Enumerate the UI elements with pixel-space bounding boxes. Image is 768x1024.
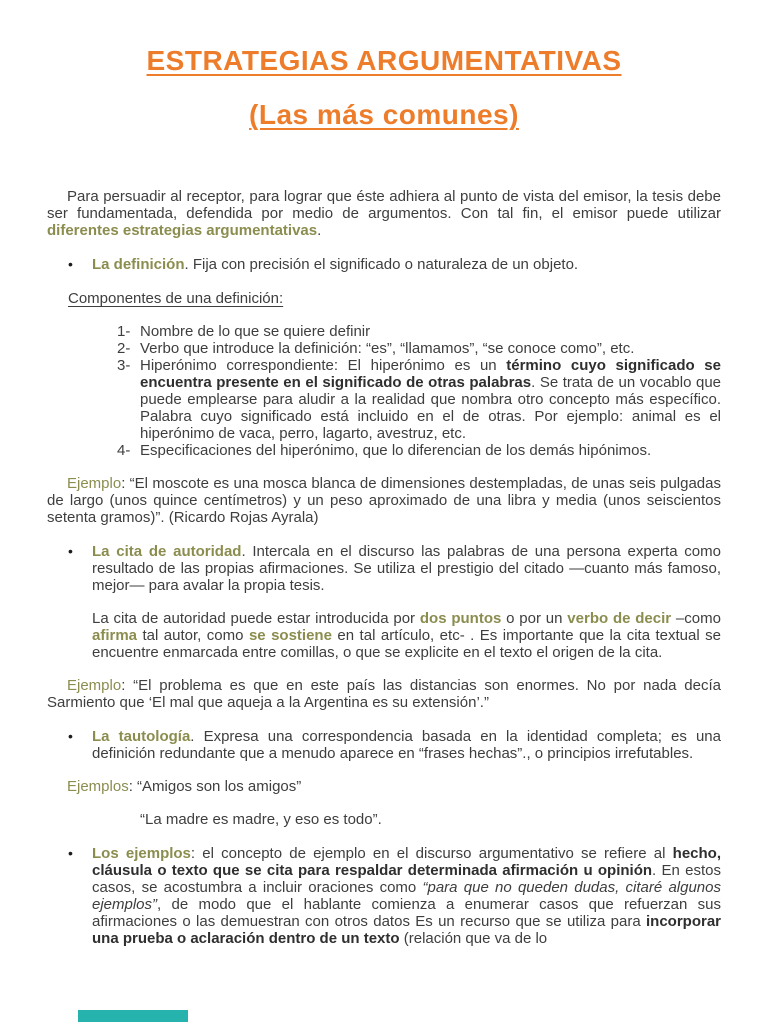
- list-item-text: La tautología. Expresa una correspondencia basada en la identidad completa; es una definición redundante que a menudo aparece en “frases hechas”., o principios irrefutables.: [92, 728, 721, 762]
- item-number: 3-: [117, 357, 131, 374]
- numbered-item-text: Hiperónimo correspondiente: El hiperónimo es un término cuyo significado se encuentra presente en el significado de otras palabras. Se trata de un vocablo que puede emplearse para aludir a la realidad que nombra otro concepto más específico. Palabra cuyo significado está incluido en el de otras. Por ejemplo: animal es el hiperónimo de vaca, perro, lagarto, avestruz, etc.: [140, 357, 721, 442]
- numbered-item: [117, 340, 721, 357]
- numbered-item-text: Nombre de lo que se quiere definir: [140, 323, 371, 340]
- numbered-list: [47, 323, 721, 459]
- numbered-item: [117, 442, 721, 459]
- page-subtitle: (Las más comunes): [249, 99, 519, 130]
- list-item-text: Los ejemplos: el concepto de ejemplo en el discurso argumentativo se refiere al hecho, cláusula o texto que se cita para respaldar determinada afirmación u opinión. En estos casos, se acostumbra a incluir oraciones como “para que no queden dudas, citaré algunos ejemplos”, de modo que el hablante comienza a enumerar casos que refuerzan sus afirmaciones o las demuestran con otros datos Es un recurso que se utiliza para incorporar una prueba o aclaración dentro de un texto (relación que va de lo: [92, 845, 722, 947]
- progress-bar: [78, 1010, 188, 1022]
- numbered-item-text: Verbo que introduce la definición: “es”, “llamamos”, “se conoce como”, etc.: [140, 340, 635, 357]
- list-item-text: La cita de autoridad. Intercala en el discurso las palabras de una persona experta como resultado de las propias afirmaciones. Se utiliza el prestigio del citado —cuanto más famoso, mejor— para avalar la propia tesis.: [92, 543, 721, 594]
- item-number: 4-: [117, 442, 131, 459]
- list-item-los-ejemplos: [68, 845, 722, 947]
- numbered-item: [117, 323, 721, 340]
- bullet-icon: •: [68, 256, 73, 272]
- list-item-definicion: [68, 256, 721, 273]
- item-number: 1-: [117, 323, 131, 340]
- cita-continuation-paragraph: La cita de autoridad puede estar introducida por dos puntos o por un verbo de decir –como afirma tal autor, como se sostiene en tal artículo, etc- . Es importante que la cita textual se encuentre enmarcada entre comillas, o que se explicite en el texto el origen de la cita.: [92, 610, 721, 661]
- bullet-icon: •: [68, 728, 73, 744]
- example-paragraph-moscote: Ejemplo: “El moscote es una mosca blanca de dimensiones destempladas, de unas seis pulgadas de largo (unos quince centímetros) y un peso aproximado de una libra y media (unos seiscientos setenta gramos)”. (Ricardo Rojas Ayrala): [47, 475, 721, 526]
- intro-paragraph: Para persuadir al receptor, para lograr que éste adhiera al punto de vista del emisor, la tesis debe ser fundamentada, defendida por medio de argumentos. Con tal fin, el emisor puede utilizar diferentes estrategias argumentativas.: [47, 188, 721, 239]
- quote-line-madre: “La madre es madre, y eso es todo”.: [140, 811, 382, 828]
- item-number: 2-: [117, 340, 131, 357]
- numbered-item-text: Especificaciones del hiperónimo, que lo diferencian de los demás hipónimos.: [140, 442, 652, 459]
- numbered-item: [117, 357, 721, 442]
- list-item-tautologia: [68, 728, 721, 762]
- example-paragraph-sarmiento: Ejemplo: “El problema es que en este país las distancias son enormes. No por nada decía Sarmiento que ‘El mal que aqueja a la Argentina es su extensión’.”: [47, 677, 721, 711]
- examples-label-line: Ejemplos: “Amigos son los amigos”: [67, 778, 302, 795]
- page-title: ESTRATEGIAS ARGUMENTATIVAS: [146, 45, 622, 76]
- bullet-icon: •: [68, 543, 73, 559]
- section-heading-componentes: Componentes de una definición:: [68, 290, 284, 307]
- list-item-text: La definición. Fija con precisión el significado o naturaleza de un objeto.: [92, 256, 579, 273]
- list-item-cita-autoridad: [68, 543, 721, 594]
- bullet-icon: •: [68, 845, 73, 861]
